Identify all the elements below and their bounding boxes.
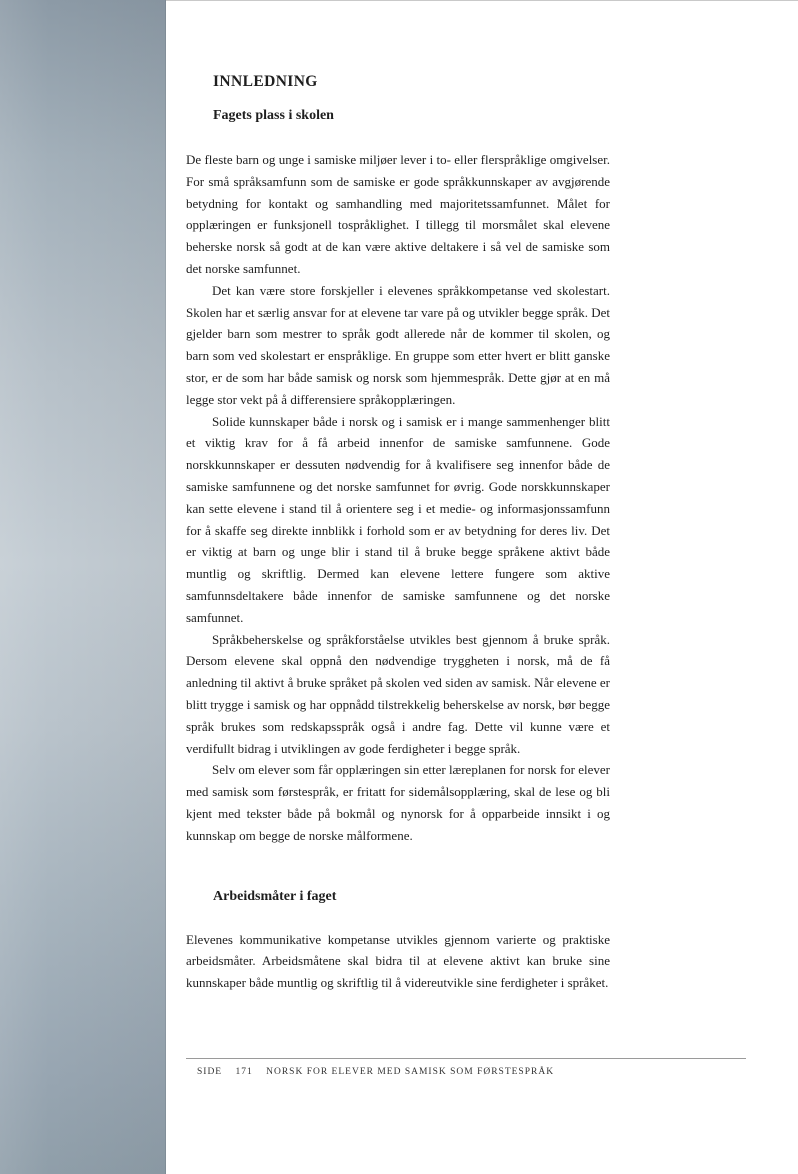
section-heading-fagets-plass: Fagets plass i skolen (213, 108, 334, 123)
paragraph: Selv om elever som får opplæringen sin etter læreplanen for norsk for elever med samisk som førstespråk, er fritatt for sidemålsopplæring, skal de lese og bli kjent med tekster både på bokmål og nynorsk for å opparbeide innsikt i og kunnskap om begge de norske målformene. (186, 762, 610, 843)
paragraph: De fleste barn og unge i samiske miljøer lever i to- eller flerspråklige omgivelser. For små språksamfunn som de samiske er gode språkkunnskaper av avgjørende betydning for kontakt og samhandling med majoritetssamfunnet. Målet for opplæringen er funksjonell tospråklighet. I tillegg til morsmålet skal elevene beherske norsk så godt at de kan være aktive deltakere i så vel de samiske som det norske samfunnet. (186, 152, 610, 276)
running-title: NORSK FOR ELEVER MED SAMISK SOM FØRSTESPRÅK (266, 1067, 555, 1077)
paragraph: Elevenes kommunikative kompetanse utvikles gjennom varierte og praktiske arbeidsmåter. Arbeidsmåtene skal bidra til at elevene aktivt kan bruke sine kunnskaper både muntlig og skriftlig til å videreutvikle sine ferdigheter i språket. (186, 931, 610, 991)
paragraph: Språkbeherskelse og språkforståelse utvikles best gjennom å bruke språk. Dersom elevene skal oppnå den nødvendige tryggheten i norsk, må de få anledning til aktivt å bruke språket på skolen ved siden av samisk. Når elevene er blitt trygge i samisk og har oppnådd tilstrekkelig beherskelse av norsk, bør begge språk brukes som redskapsspråk også i andre fag. Dette vil kunne være et verdifullt bidrag i utviklingen av gode ferdigheter i begge språk. (186, 631, 610, 756)
page-number: 171 (235, 1067, 253, 1077)
paragraph: Det kan være store forskjeller i elevenes språkkompetanse ved skolestart. Skolen har et særlig ansvar for at elevene tar vare på og utvikler begge språk. Det gjelder barn som mestrer to språk godt allerede når de kommer til skolen, og barn som ved skolestart er enspråklige. En gruppe som etter hvert er blitt ganske stor, er de som har både samisk og norsk som hjemmespråk. Dette gjør at en må legge stor vekt på å differensiere språkopplæringen. (186, 282, 610, 407)
page-footer (197, 1067, 554, 1077)
page-body (186, 62, 610, 994)
footer-rule (186, 1058, 746, 1059)
footer-side-label: SIDE (197, 1067, 223, 1077)
section-heading-arbeidsmater: Arbeidsmåter i faget (213, 888, 337, 904)
decorative-side-band (0, 0, 166, 1174)
paragraph: Solide kunnskaper både i norsk og i samisk er i mange sammenhenger blitt et viktig krav for å få arbeid innenfor de samiske samfunnene. Gode norskkunnskaper er dessuten nødvendig for å kvalifisere seg innenfor både de samiske samfunnene og det norske samfunnet for øvrig. Gode norskkunnskaper kan sette elevene i stand til å orientere seg i et medie- og informasjonssamfunn for å skaffe seg direkte innblikk i forhold som er av betydning for deres liv. Det er viktig at barn og unge blir i stand til å bruke begge språkene aktivt både muntlig og skriftlig. Dermed kan elevene lettere fungere som aktive samfunnsdeltakere både innenfor de samiske samfunnene og det norske samfunnet. (186, 413, 610, 625)
chapter-title: INNLEDNING (213, 73, 318, 90)
top-edge-rule (166, 0, 798, 1)
